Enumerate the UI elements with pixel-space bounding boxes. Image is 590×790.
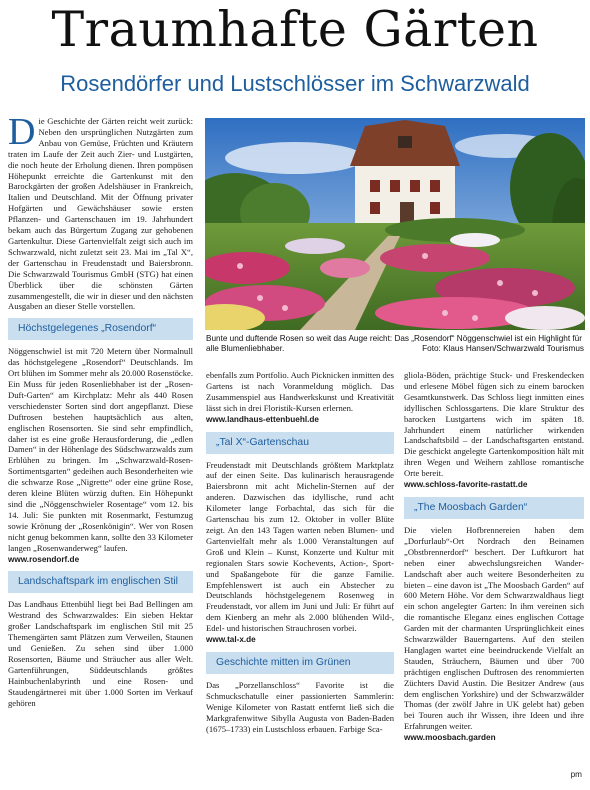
section-heading-schloss: Geschichte mitten im Grünen: [206, 652, 394, 674]
rosendorf-url[interactable]: www.rosendorf.de: [8, 554, 80, 564]
talx-text: Freudenstadt mit Deutschlands größtem Marktplatz auf der einen Seite. Das kulinarisch herausragende Baiersbronn mit acht Michelin-Sternen auf der anderen. Dazwischen das idyllische, rund acht Kilometer lange Forbachtal, das sich für die Gartenschau bis zum 12. Oktober in voller Blüte zeigt. An den 143 Tagen warten neben Blumen- und Gartenvielfalt mehr als 1.000 Veranstaltungen auf Groß und Klein – Kunst, Konzerte und Kultur mit regionalen Stars sowie Kochevents, Action-, Sport- und Spaßangebote für die ganze Familie. Empfehlenswert ist auch ein Abstecher zu Deutschlands höchstgelegenem Rosenweg in Freudenstadt, vor allem im Juni und Juli: Er führt auf dem Kienberg an mehr als 2.000 blühenden Wild-, Edel- und historischen Strauchrosen vorbei.: [206, 459, 394, 634]
section-heading-rosendorf: Höchstgelegenes „Rosendorf“: [8, 318, 193, 340]
landschaftspark-text-1: Das Landhaus Ettenbühl liegt bei Bad Bellingen am Westrand des Schwarzwaldes: Ein sieben Hektar großer Landschaftspark im englischen Stil mit 25 Themengärten samt Plätzen zum Verweilen, Staunen und Genießen. Zu sehen sind über 1.000 Rosensorten, Bäume und Sträucher aus aller Welt. Gartenführungen, Süddeutschlands größtes Hainbuchenlabyrinth und eine Rosen- und Staudengärtnerei mit über 1.000 Sorten im Verkauf gehören: [8, 599, 193, 708]
intro-text: ie Geschichte der Gärten reicht weit zurück: Neben den ursprünglichen Nutzgärten zum Anbau von Gemüse, Früchten und Kräutern traten im Laufe der Zeit auch Zier- und Lustgärten, die noch heute der Erholung dienen. Ihren pompösen Höhepunkt erreichte die Gartenkunst mit den Barockgärten der großen Adelshäuser in Frankreich, Italien und Deutschland. Mit der Öffnung privater Hofgärten und Gewächshäuser sowie ersten Pflanzen- und Gartenschauen im 19. Jahrhundert bekam auch das Bürgertum Zugang zur gehobenen Gartenkultur. Diese Gartenvielfalt zeigt sich auch im Schwarzwald, nicht zuletzt seit 23. Mai im „Tal X“, der Gartenschau in Freudenstadt und Baiersbronn. Die Schwarzwald Tourismus GmbH (STG) hat einen Überblick über die schönsten Gärten zusammengestellt, die wir in dieser und den nächsten Ausgaben an dieser Stelle vorstellen.: [8, 116, 193, 312]
headline: Traumhafte Gärten: [51, 1, 539, 58]
photo-caption: [206, 334, 584, 362]
section-heading-landschaftspark: Landschaftspark im englischen Stil: [8, 571, 193, 593]
moosbach-text: Die vielen Hofbrennereien haben dem „Dorfurlaub“-Ort Nordrach den Beinamen „Obstbrennerdorf“ beschert. Der Luftkurort hat neben einer abwechslungsreichen Wander-Landschaft aber auch weitere Besonderheiten zu bieten – eine davon ist „The Moosbach Garden“ auf 600 Metern Höhe. Vor dem Schwarzwaldhaus liegt ein schon angelegter Garten: In ihm vereinen sich die romantische Eleganz eines englischen Cottage Garden mit der charmanten Ursprünglichkeit eines Schwarzwälder Bauerngartens. Auf den steilen Hanglagen wartet eine beeindruckende Vielfalt an Stauden, Sträuchern, Bäumen und über 700 prächtigen englischen Duftrosen des renommierten Züchters David Austin. Die Besitzer Andrew (aus dem englischen Yorkshire) und der Schwarzwälder Thomas (der zwölf Jahre in UK gelebt hat) geben bei Touren auch ihr Wissen, ihre Ideen und ihre Erfahrungen weiter.: [404, 524, 584, 732]
column-1: [8, 111, 193, 709]
talx-url[interactable]: www.tal-x.de: [206, 635, 256, 645]
schloss-text-1: Das „Porzellanschloss“ Favorite ist die Schmuckschatulle einer passionierten Sammlerin: Wenige Kilometer von Rastatt entfernt ließ sich die Markgrafenwitwe Sibylla Augusta von Baden-Baden (1675–1733) ein Lustschloss erbauen. Farbige Sca-: [206, 679, 394, 734]
section-heading-moosbach: „The Moosbach Garden“: [404, 497, 584, 519]
rosendorf-text: Nöggenschwiel ist mit 720 Metern über Normalnull das höchstgelegene „Rosendorf“ Deutschlands. Im Ort blühen im Sommer mehr als 20.000 Rosenstöcke. Ein Muss für jeden Rosenliebhaber ist der „Rosen-Duft-Garten“ am Kirchplatz: Mehr als 440 Rosen verschiedenster Sorten sind dort angepflanzt. Diese Duftrosen bestehen hauptsächlich aus alten, englischen Rosensorten. Sie sind sehr empfindlich, daher ist es eine große Herausforderung, die „edlen Damen“ in der Höhenlage des Südschwarzwalds zum Erblühen zu bringen. Im „Schwarzwald-Rosen-Sortimentsgarten“ gedeihen auch Besonderheiten wie die schwarze Rose „Nigrette“ oder eine grüne Rose, deren kleine Blüten würzig duften. Ein Höhepunkt sind die „Nöggenschwieler Rosentage“ vom 12. bis 14. Juli: Sie punkten mit Rosenmarkt, Festumzug sowie Krönung der „Rosenkönigin“. Wer von Rosen nicht genug bekommen kann, sollte den 33 Kilometer langen „Rosenwanderweg“ laufen.: [8, 346, 193, 553]
column-3: [404, 370, 584, 744]
garden-photo: [205, 118, 585, 330]
schloss-text-2: gliola-Böden, prächtige Stuck- und Freskendecken und erlesene Möbel fügen sich zu einem barocken Gesamtkunstwerk. Das Schloss liegt inmitten eines idyllischen Schlossgartens. Die klare Struktur des barocken Lustgartens wich im späten 18. Jahrhundert einem natürlicher wirkenden Landschaftsbild – der Landschaftsgarten entstand. Die geschickt angelegte Gartenkomposition hält mit ihren Wegen und Weihern zahllose romantische Orte bereit.: [404, 370, 584, 479]
schloss-url[interactable]: www.schloss-favorite-rastatt.de: [404, 480, 528, 490]
photo-credit: Foto: Klaus Hansen/Schwarzwald Tourismus: [422, 344, 584, 353]
subheadline: Rosendörfer und Lustschlösser im Schwarzwald: [60, 71, 530, 96]
intro-paragraph: [8, 111, 193, 312]
section-heading-talx: „Tal X“-Gartenschau: [206, 432, 394, 454]
landschaftspark-text-2: ebenfalls zum Portfolio. Auch Picknicken inmitten des Gartens ist nach Voranmeldung möglich. Das Zusammenspiel aus Handwerkskunst und Kreativität lässt sich in drei Floristik-Kursen erlernen.: [206, 370, 394, 413]
column-2: [206, 370, 394, 734]
moosbach-url[interactable]: www.moosbach.garden: [404, 733, 496, 743]
garden-photo-illustration: [205, 118, 585, 330]
photo-caption-text: Bunte und duftende Rosen so weit das Auge reicht: Das „Rosendorf“ Nöggenschwiel ist ein Highlight für alle Blumenliebhaber.: [206, 334, 582, 353]
author-signature: pm: [570, 770, 582, 779]
dropcap: D: [8, 111, 36, 153]
landschaftspark-url[interactable]: www.landhaus-ettenbuehl.de: [206, 414, 319, 424]
